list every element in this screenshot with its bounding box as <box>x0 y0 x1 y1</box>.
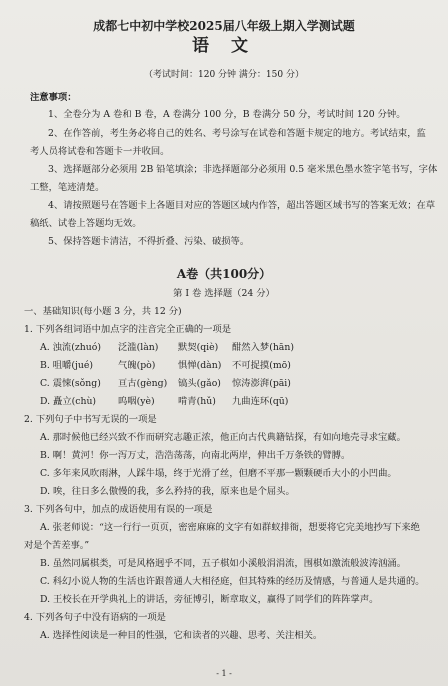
group-heading: 一、基础知识(每小题 3 分，共 12 分) <box>24 306 182 317</box>
page-number: - 1 - <box>216 669 232 678</box>
option-cell: 惧惮(dàn) <box>178 360 222 371</box>
question-3-stem: 3. 下列各句中，加点的成语使用有误的一项是 <box>24 504 213 515</box>
option-cell: 默契(qiè) <box>178 342 219 353</box>
option-cell: 酣然入梦(hān) <box>232 342 294 353</box>
notice-line: 4、请按照题号在答题卡上各题目对应的答题区域内作答，超出答题区域书写的答案无效；在草 <box>48 200 436 211</box>
option-cell: 不可捉摸(mō) <box>232 360 291 371</box>
notice-line: 1、全卷分为 A 卷和 B 卷，A 卷满分 100 分，B 卷满分 50 分，考试时间 120 分钟。 <box>48 109 406 120</box>
subject-title: 语 文 <box>192 36 256 56</box>
option-line: D. 唉，往日多么傲慢的我，多么矜持的我，原来也是个屈头。 <box>40 486 295 497</box>
option-line: B. 虽然同属棋类，可是风格迥乎不同，五子棋如小溪般涓涓流，围棋如激流般波涛汹涌。 <box>40 558 407 569</box>
option-cell: 啃青(hǔ) <box>178 396 216 407</box>
question-2-stem: 2. 下列句子中书写无误的一项是 <box>24 414 157 425</box>
notice-line: 3、选择题部分必须用 2B 铅笔填涂；非选择题部分必须用 0.5 毫米黑色墨水签字笔书写，字体 <box>48 164 438 175</box>
question-4-stem: 4. 下列各句子中没有语病的一项是 <box>24 612 166 623</box>
option-line: 对是个苦差事。” <box>24 540 90 551</box>
option-cell: D. 矗立(chù) <box>40 396 97 407</box>
option-line: A. 那时候他已经兴致不作而研究志趣正浓，他正向古代典籍钻探，有如向地壳寻求宝藏。 <box>40 432 406 443</box>
notice-line: 工整，笔迹清楚。 <box>30 182 105 193</box>
exam-info: （考试时间：120 分钟 满分：150 分） <box>144 70 304 80</box>
option-line: A. 选择性阅读是一种目的性强，它和读者的兴趣、思考、关注相关。 <box>40 630 323 641</box>
notice-line: 5、保持答题卡清洁，不得折叠、污染、破损等。 <box>48 236 250 247</box>
option-line: D. 王校长在开学典礼上的讲话，旁征博引，断章取义，赢得了同学们的阵阵掌声。 <box>40 594 379 605</box>
option-cell: C. 震悚(sǒng) <box>40 378 101 389</box>
notice-line: 2、在作答前，考生务必将自己的姓名、考号涂写在试卷和答题卡规定的地方。考试结束，监 <box>48 128 426 139</box>
option-cell: 气魄(pò) <box>118 360 156 371</box>
option-cell: 泛滥(làn) <box>118 342 159 353</box>
question-1-stem: 1. 下列各组词语中加点字的注音完全正确的一项是 <box>24 324 232 335</box>
option-cell: 亘古(gèng) <box>118 378 168 389</box>
notice-line: 稿纸、试卷上答题均无效。 <box>30 218 142 229</box>
exam-title: 成都七中初中学校2025届八年级上期入学测试题 <box>93 19 355 33</box>
option-cell: 惊涛澎湃(pāi) <box>232 378 291 389</box>
notice-heading: 注意事项： <box>30 92 77 103</box>
option-line: C. 多年来风吹雨淋，人踩牛塌，终于光滑了丝，但磨不平那一颗颗硬币大小的小凹曲。 <box>40 468 397 479</box>
option-line: B. 啊！黄河！你一泻万丈，浩浩荡荡，向南北两岸，伸出千万条铁的臂膊。 <box>40 450 351 461</box>
option-cell: B. 咀嚼(jué) <box>40 360 93 371</box>
option-cell: 镐头(gǎo) <box>178 378 221 389</box>
option-cell: A. 浊流(zhuó) <box>40 342 101 353</box>
option-line: A. 张老师说：“这一行行一页页，密密麻麻的文字有如群蚁排衙，想要将它完美地抄写下来绝 <box>40 522 420 533</box>
section-a-title: A卷（共100分） <box>176 267 272 281</box>
option-cell: 呜咽(yè) <box>118 396 155 407</box>
option-line: C. 科幻小说人物的生活也许跟普通人大相径庭，但其特殊的经历及情感，与普通人是共通的。 <box>40 576 425 587</box>
notice-line: 考人员将试卷和答题卡一并收回。 <box>30 146 170 157</box>
part-title: 第 I 卷 选择题（24 分） <box>173 288 275 299</box>
option-cell: 九曲连环(qū) <box>232 396 289 407</box>
